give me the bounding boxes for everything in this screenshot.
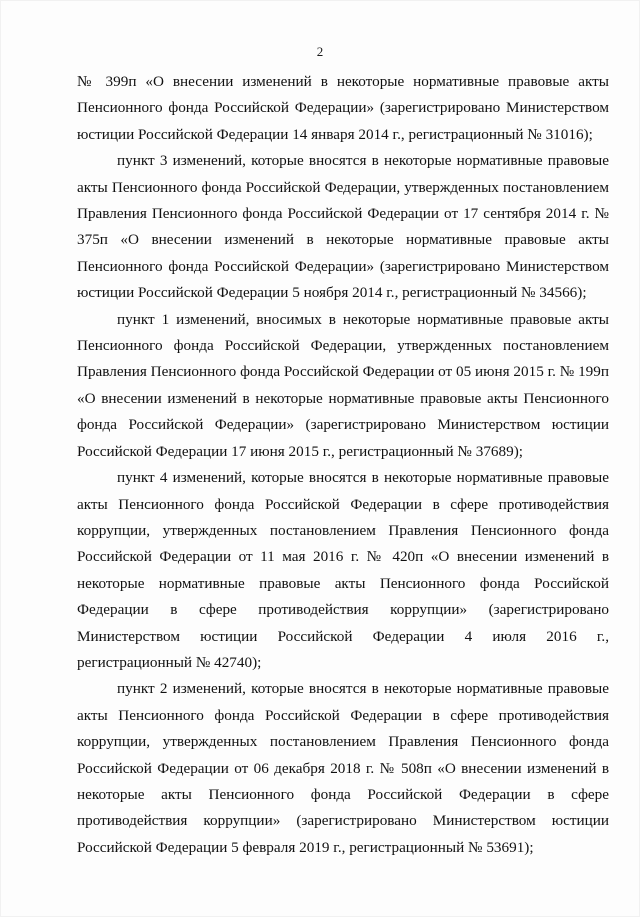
paragraph-item: пункт 3 изменений, которые вносятся в некоторые нормативные правовые акты Пенсионного фонда Российской Федерации, утвержденных постановлением Правления Пенсионного фонда Российской Федерации от 17 сентября 2014 г. № 375п «О внесении изменений в некоторые нормативные правовые акты Пенсионного фонда Российской Федерации» (зарегистрировано Министерством юстиции Российской Федерации 5 ноября 2014 г., регистрационный № 34566);	[77, 152, 609, 302]
document-body	[77, 69, 609, 861]
paragraph-item: пункт 2 изменений, которые вносятся в некоторые нормативные правовые акты Пенсионного фонда Российской Федерации в сфере противодействия коррупции, утвержденных постановлением Правления Пенсионного фонда Российской Федерации от 06 декабря 2018 г. № 508п «О внесении изменений в некоторые акты Пенсионного фонда Российской Федерации в сфере противодействия коррупции» (зарегистрировано Министерством юстиции Российской Федерации 5 февраля 2019 г., регистрационный № 53691);	[77, 680, 609, 856]
paragraph-item: пункт 1 изменений, вносимых в некоторые нормативные правовые акты Пенсионного фонда Российской Федерации, утвержденных постановлением Правления Пенсионного фонда Российской Федерации от 05 июня 2015 г. № 199п «О внесении изменений в некоторые нормативные правовые акты Пенсионного фонда Российской Федерации» (зарегистрировано Министерством юстиции Российской Федерации 17 июня 2015 г., регистрационный № 37689);	[77, 310, 609, 460]
paragraph-continuation: № 399п «О внесении изменений в некоторые нормативные правовые акты Пенсионного фонда Российской Федерации» (зарегистрировано Министерством юстиции Российской Федерации 14 января 2014 г., регистрационный № 31016);	[77, 73, 609, 143]
paragraph-item: пункт 4 изменений, которые вносятся в некоторые нормативные правовые акты Пенсионного фонда Российской Федерации в сфере противодействия коррупции, утвержденных постановлением Правления Пенсионного фонда Российской Федерации от 11 мая 2016 г. № 420п «О внесении изменений в некоторые нормативные правовые акты Пенсионного фонда Российской Федерации в сфере противодействия коррупции» (зарегистрировано Министерством юстиции Российской Федерации 4 июля 2016 г., регистрационный № 42740);	[77, 469, 609, 671]
page-number: 2	[316, 44, 324, 59]
